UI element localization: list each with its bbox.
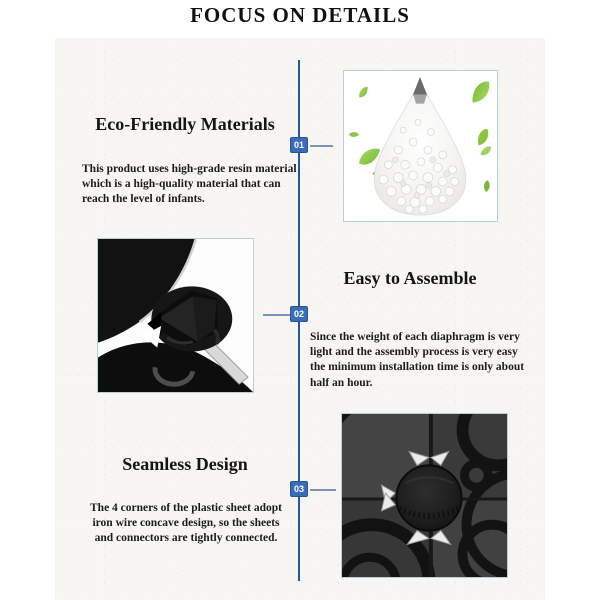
connector-closeup-image xyxy=(97,238,254,393)
corner-connector-image xyxy=(341,413,508,578)
page-title: FOCUS ON DETAILS xyxy=(190,3,410,27)
corner-connector-illustration xyxy=(342,414,507,577)
section-heading-seamless-design: Seamless Design xyxy=(122,454,248,474)
resin-drop-illustration xyxy=(344,71,497,221)
body-line: iron wire concave design, so the sheets xyxy=(92,517,280,530)
body-line: The 4 corners of the plastic sheet adopt xyxy=(90,502,282,514)
resin-drop-image xyxy=(343,70,498,222)
section-body-seamless-design xyxy=(68,501,304,547)
body-line: half an hour. xyxy=(310,376,373,389)
section-body-easy-assemble xyxy=(310,330,566,391)
section-heading-eco-friendly: Eco-Friendly Materials xyxy=(95,114,275,134)
timeline-badge-03: 03 xyxy=(290,481,308,497)
section-body-eco-friendly xyxy=(82,162,312,208)
timeline-connector-2 xyxy=(263,314,290,316)
body-line: light and the assembly process is very easy xyxy=(310,346,518,359)
body-line: This product uses high-grade resin material xyxy=(82,163,297,175)
timeline-connector-3 xyxy=(310,489,336,491)
body-line: and connectors are tightly connected. xyxy=(94,532,278,545)
section-heading-easy-assemble: Easy to Assemble xyxy=(343,268,477,288)
body-line: the minimum installation time is only about xyxy=(310,361,525,374)
timeline-connector-1 xyxy=(310,145,333,147)
body-line: which is a high-quality material that can xyxy=(82,178,281,191)
body-line: Since the weight of each diaphragm is very xyxy=(310,331,520,343)
timeline-badge-02: 02 xyxy=(290,306,308,322)
connector-closeup-illustration xyxy=(98,239,253,392)
timeline-badge-01: 01 xyxy=(290,137,308,153)
body-line: reach the level of infants. xyxy=(82,193,205,206)
